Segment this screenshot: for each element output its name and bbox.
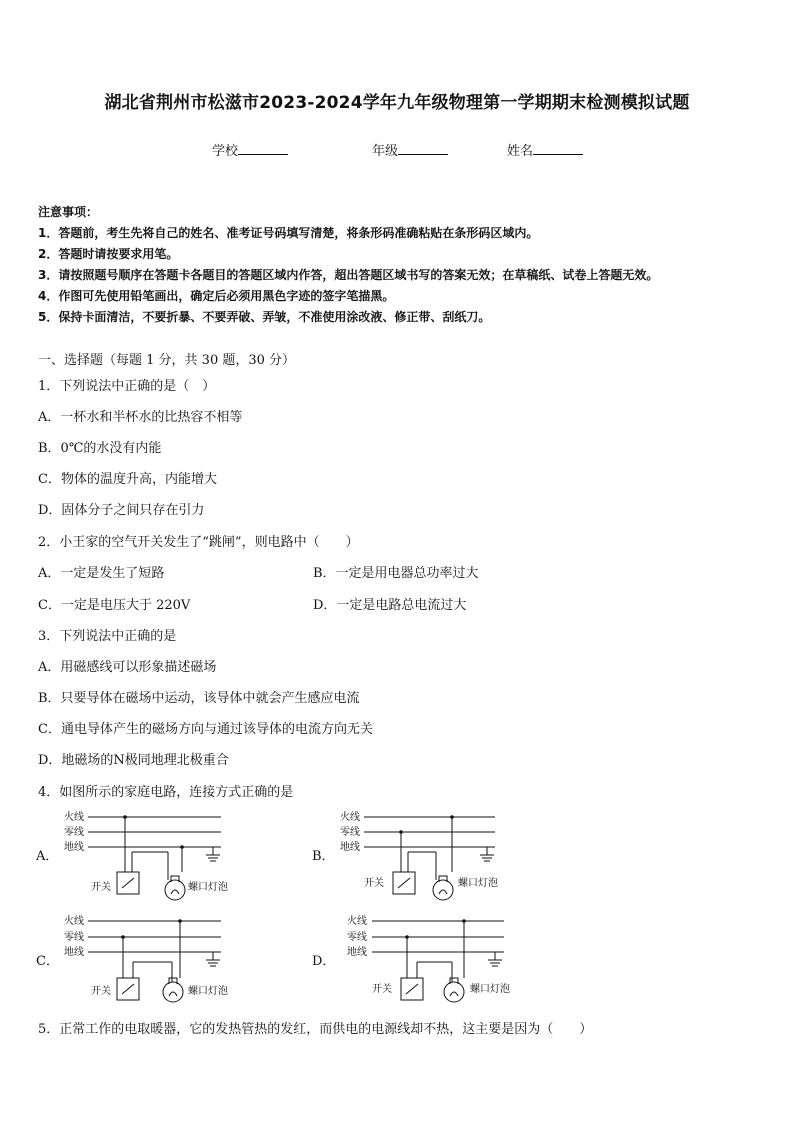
option[interactable]: C．通电导体产生的磁场方向与通过该导体的电流方向无关	[38, 722, 373, 737]
question-stem: 2．小王家的空气开关发生了“跳闸”，则电路中（ ）	[38, 535, 359, 550]
circuit-diagram-b[interactable]	[312, 806, 512, 908]
switch-label: 开关	[91, 882, 111, 893]
bulb-icon	[163, 978, 183, 1002]
school-label: 学校	[212, 144, 239, 159]
question-stem: 5．正常工作的电取暖器，它的发热管热的发红，而供电的电源线却不热，这主要是因为（ ）	[38, 1022, 593, 1037]
neutral-wire-label: 零线	[347, 932, 367, 943]
bulb-label: 螺口灯泡	[470, 984, 510, 995]
grade-label: 年级	[372, 144, 399, 159]
circuit-diagram-a[interactable]	[36, 806, 236, 908]
name-label: 姓名	[507, 144, 534, 159]
question-stem: 3．下列说法中正确的是	[38, 629, 177, 644]
notice-item: 5．保持卡面清洁，不要折暴、不要弄破、弄皱，不准使用涂改液、修正带、刮纸刀。	[38, 310, 491, 324]
question-stem: 1．下列说法中正确的是（ ）	[38, 379, 216, 394]
neutral-wire-label: 零线	[340, 827, 360, 838]
bulb-label: 螺口灯泡	[458, 878, 498, 889]
option[interactable]: A．用磁感线可以形象描述磁场	[38, 660, 217, 675]
live-wire-label: 火线	[64, 916, 84, 927]
option[interactable]: A．一定是发生了短路	[38, 566, 165, 581]
switch-label: 开关	[364, 878, 384, 889]
live-wire-label: 火线	[347, 916, 367, 927]
grade-field	[372, 140, 448, 159]
ground-wire-label: 地线	[64, 842, 84, 853]
option[interactable]: D．固体分子之间只存在引力	[38, 503, 205, 518]
ground-wire-label: 地线	[347, 947, 367, 958]
notice-item: 3．请按照题号顺序在答题卡各题目的答题区域内作答，超出答题区域书写的答案无效；在草稿纸、试卷上答题无效。	[38, 268, 659, 282]
bulb-label: 螺口灯泡	[188, 882, 228, 893]
option[interactable]: B．只要导体在磁场中运动，该导体中就会产生感应电流	[38, 691, 360, 706]
notice-heading: 注意事项：	[38, 205, 99, 219]
notice-item: 2．答题时请按要求用笔。	[38, 247, 179, 261]
live-wire-label: 火线	[340, 812, 360, 823]
section-heading: 一、选择题（每题 1 分，共 30 题，30 分）	[38, 353, 296, 368]
option[interactable]: D．一定是电路总电流过大	[313, 598, 467, 613]
circuit-diagram-d[interactable]	[312, 912, 512, 1012]
option[interactable]: C．物体的温度升高，内能增大	[38, 472, 217, 487]
option[interactable]: B．一定是用电器总功率过大	[313, 566, 479, 581]
neutral-wire-label: 零线	[64, 827, 84, 838]
question-stem: 4．如图所示的家庭电路，连接方式正确的是	[38, 785, 294, 800]
neutral-wire-label: 零线	[64, 932, 84, 943]
option[interactable]: A．一杯水和半杯水的比热容不相等	[38, 410, 243, 425]
option-label: D．	[312, 954, 336, 969]
option-label: C．	[36, 954, 59, 969]
bulb-icon	[444, 978, 464, 1002]
ground-symbol	[206, 952, 220, 966]
ground-symbol	[480, 847, 494, 861]
option[interactable]: C．一定是电压大于 220V	[38, 598, 191, 613]
name-field	[507, 140, 583, 159]
ground-symbol	[488, 952, 502, 966]
school-field	[212, 140, 288, 159]
notice-item: 1．答题前，考生先将自己的姓名、准考证号码填写清楚，将条形码准确粘贴在条形码区域内。	[38, 226, 539, 240]
ground-wire-label: 地线	[64, 947, 84, 958]
bulb-label: 螺口灯泡	[188, 986, 228, 997]
school-blank[interactable]	[238, 142, 288, 155]
name-blank[interactable]	[533, 142, 583, 155]
option-label: A．	[36, 849, 59, 864]
live-wire-label: 火线	[64, 812, 84, 823]
notice-item: 4．作图可先使用铅笔画出，确定后必须用黑色字迹的签字笔描黑。	[38, 289, 395, 303]
option[interactable]: D．地磁场的N极同地理北极重合	[38, 753, 229, 768]
ground-wire-label: 地线	[340, 842, 360, 853]
ground-symbol	[206, 847, 220, 861]
option-label: B．	[312, 849, 335, 864]
option[interactable]: B．0℃的水没有内能	[38, 441, 162, 456]
circuit-diagram-c[interactable]	[36, 912, 236, 1012]
switch-label: 开关	[372, 984, 392, 995]
switch-label: 开关	[91, 986, 111, 997]
grade-blank[interactable]	[398, 142, 448, 155]
page-title: 湖北省荆州市松滋市2023-2024学年九年级物理第一学期期末检测模拟试题	[104, 93, 690, 113]
